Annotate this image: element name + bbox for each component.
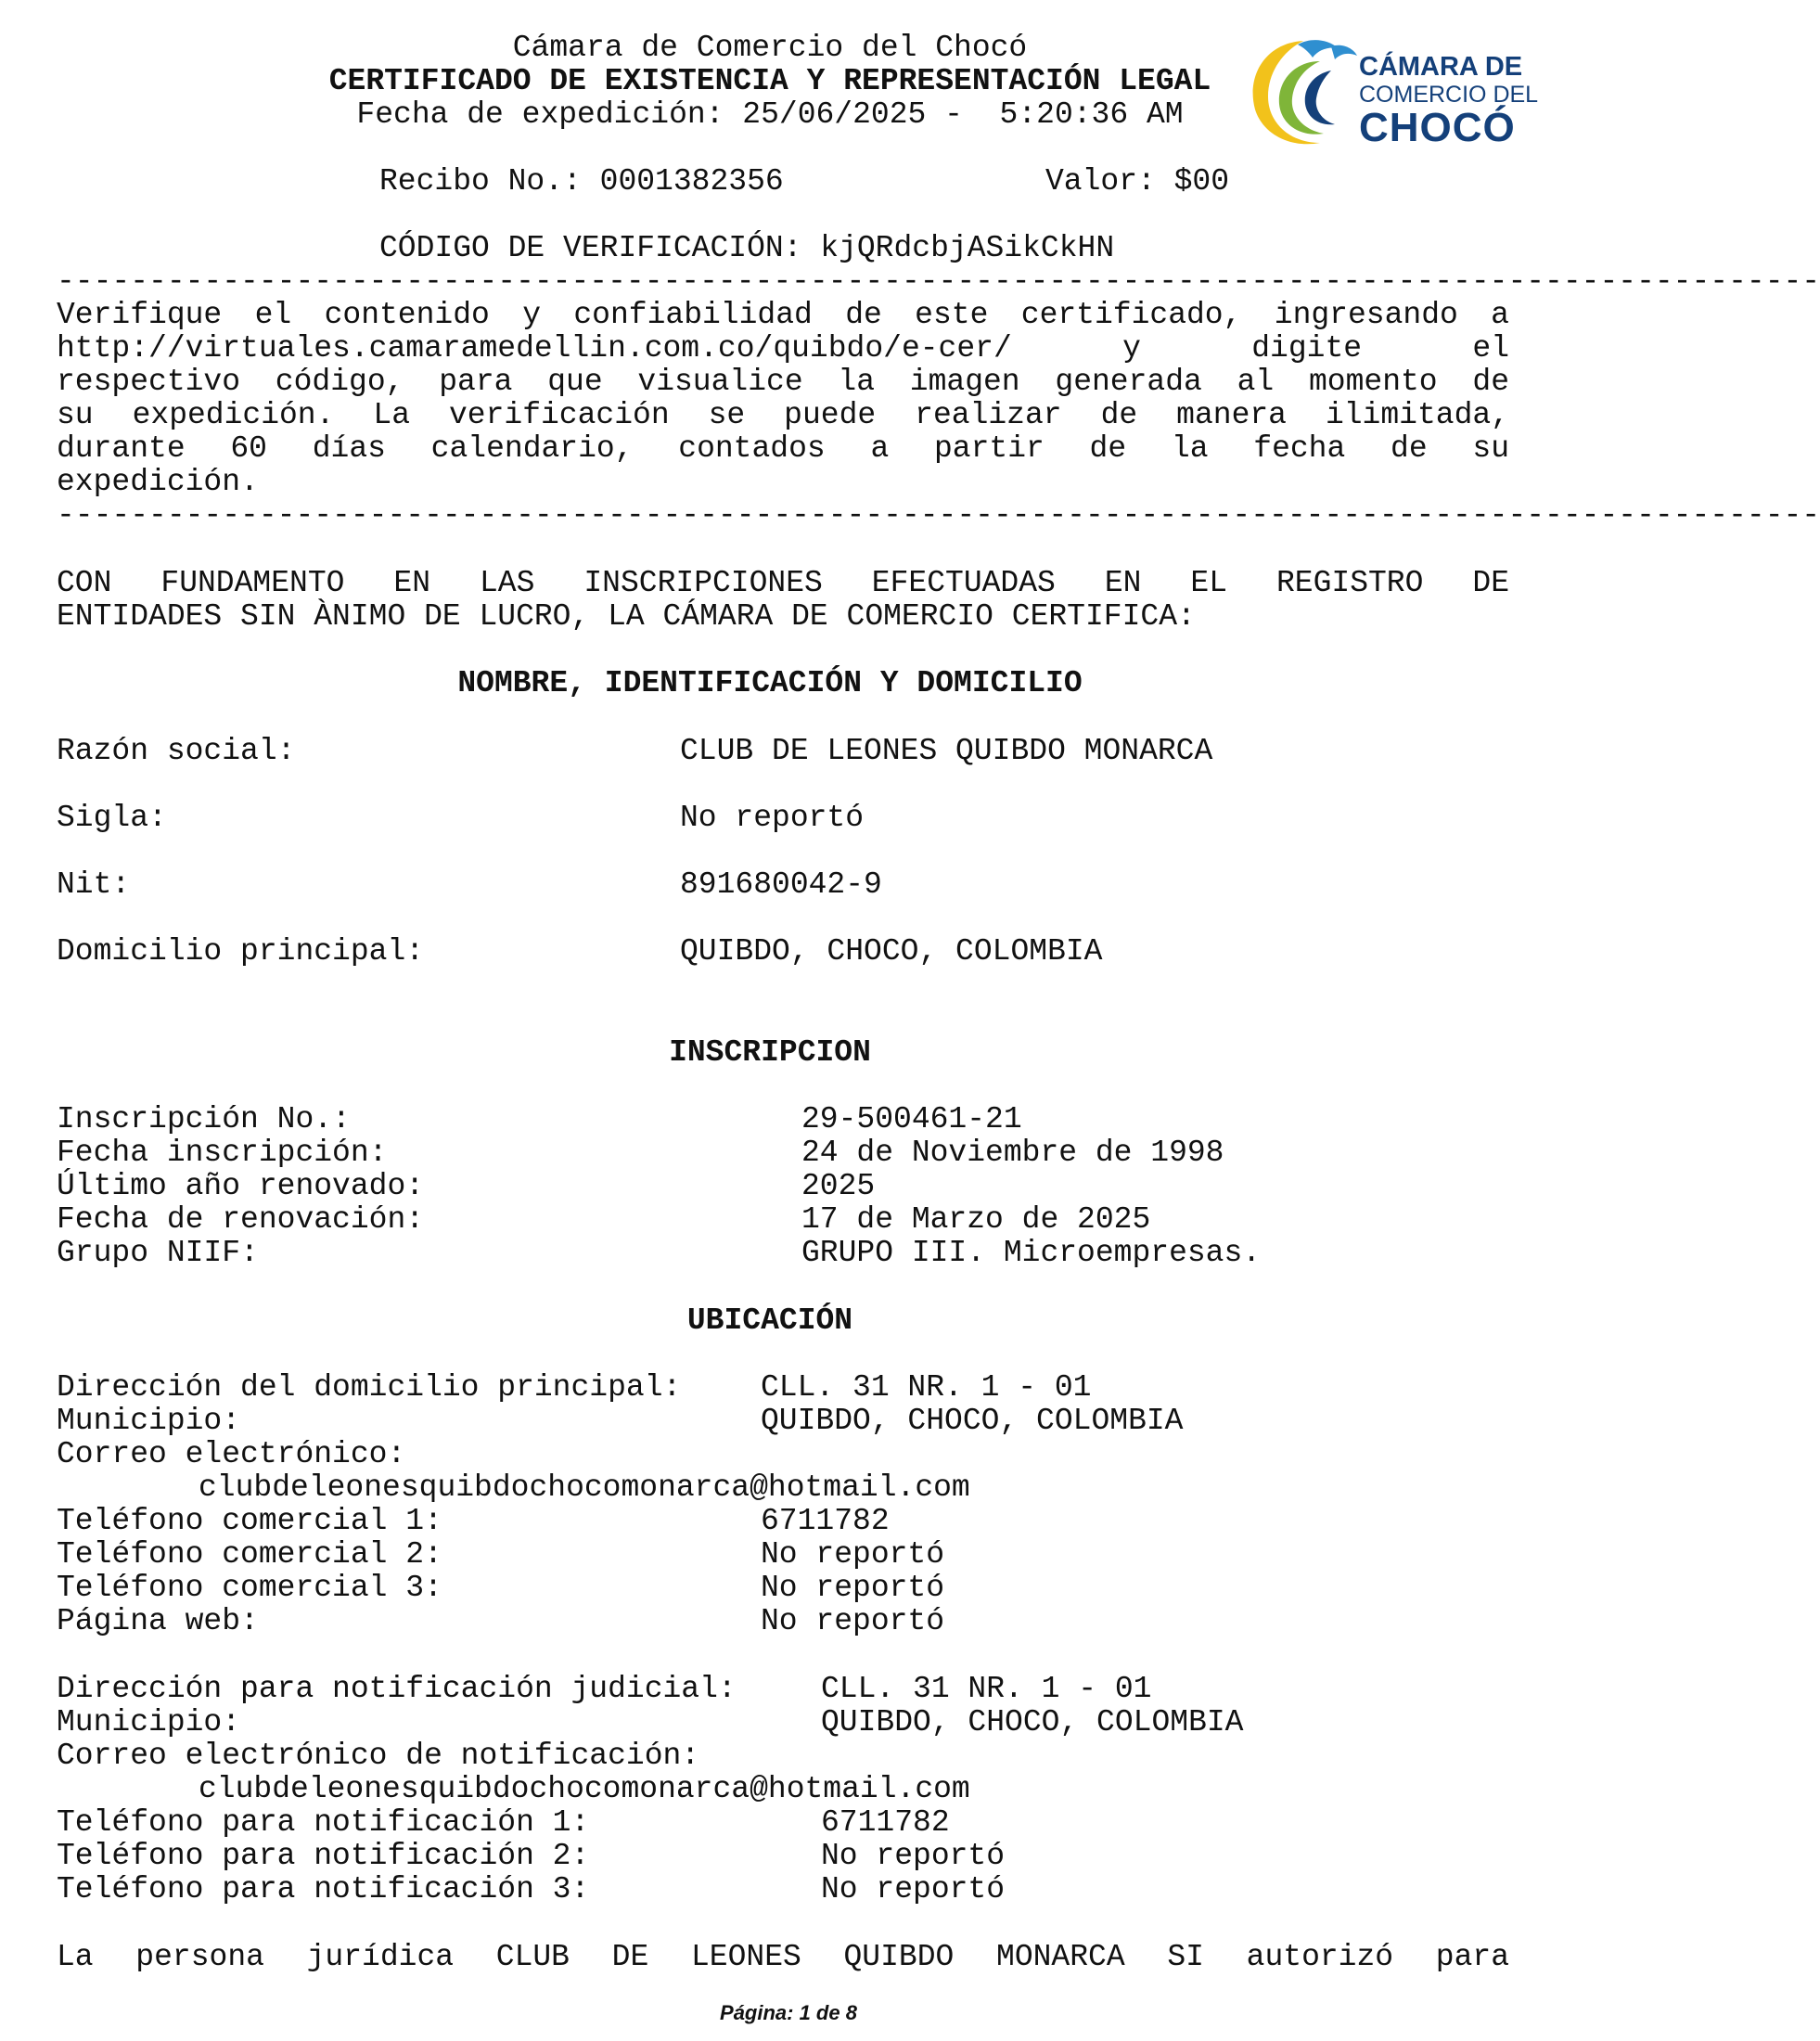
label-main-phone-2: Teléfono comercial 2: bbox=[57, 1537, 442, 1572]
label-fecha-inscripcion: Fecha inscripción: bbox=[57, 1136, 388, 1170]
receipt-number: Recibo No.: 0001382356 bbox=[379, 164, 784, 199]
verification-line-1: Verifique el contenido y confiabilidad de este certificado, ingresando a bbox=[57, 298, 1509, 332]
label-main-phone-3: Teléfono comercial 3: bbox=[57, 1571, 442, 1605]
label-grupo-niif: Grupo NIIF: bbox=[57, 1236, 259, 1270]
verification-line-2: http://virtuales.camaramedellin.com.co/quibdo/e-cer/ y digite el bbox=[57, 331, 1509, 366]
closing-line: La persona jurídica CLUB DE LEONES QUIBDO MONARCA SI autorizó para bbox=[57, 1940, 1509, 1974]
label-judicial-municipality: Municipio: bbox=[57, 1705, 241, 1739]
verification-line-3: respectivo código, para que visualice la imagen generada al momento de bbox=[57, 365, 1509, 399]
label-sigla: Sigla: bbox=[57, 801, 167, 835]
value-inscripcion-no: 29-500461-21 bbox=[801, 1102, 1022, 1136]
label-judicial-phone-2: Teléfono para notificación 2: bbox=[57, 1839, 590, 1873]
issue-date: Fecha de expedición: 25/06/2025 - 5:20:36 AM bbox=[356, 97, 1184, 132]
label-domicilio: Domicilio principal: bbox=[57, 934, 425, 969]
label-judicial-email: Correo electrónico de notificación: bbox=[57, 1739, 700, 1773]
receipt-value: Valor: $00 bbox=[1045, 164, 1230, 199]
label-ultimo-ano: Último año renovado: bbox=[57, 1169, 425, 1203]
value-judicial-address: CLL. 31 NR. 1 - 01 bbox=[821, 1672, 1152, 1706]
label-razon-social: Razón social: bbox=[57, 734, 296, 768]
logo-line-2: COMERCIO DEL bbox=[1359, 82, 1539, 108]
verification-line-4: su expedición. La verificación se puede realizar de manera ilimitada, bbox=[57, 398, 1509, 432]
value-domicilio: QUIBDO, CHOCO, COLOMBIA bbox=[680, 934, 1103, 969]
logo-line-1: CÁMARA DE bbox=[1359, 52, 1523, 82]
value-fecha-inscripcion: 24 de Noviembre de 1998 bbox=[801, 1136, 1224, 1170]
value-razon-social: CLUB DE LEONES QUIBDO MONARCA bbox=[680, 734, 1213, 768]
label-main-municipality: Municipio: bbox=[57, 1404, 241, 1438]
chamber-name: Cámara de Comercio del Chocó bbox=[512, 31, 1028, 65]
label-main-address: Dirección del domicilio principal: bbox=[57, 1370, 682, 1405]
dashed-divider-top: ------------------------------------------------------------------------------------------------ bbox=[57, 264, 1820, 299]
value-fecha-renovacion: 17 de Marzo de 2025 bbox=[801, 1202, 1151, 1237]
label-inscripcion-no: Inscripción No.: bbox=[57, 1102, 351, 1136]
value-main-address: CLL. 31 NR. 1 - 01 bbox=[761, 1370, 1092, 1405]
value-judicial-phone-2: No reportó bbox=[821, 1839, 1006, 1873]
value-nit: 891680042-9 bbox=[680, 867, 882, 902]
value-judicial-email: clubdeleonesquibdochocomonarca@hotmail.com bbox=[199, 1772, 970, 1806]
verification-line-6: expedición. bbox=[57, 465, 259, 499]
label-main-web: Página web: bbox=[57, 1604, 259, 1638]
value-main-phone-1: 6711782 bbox=[761, 1504, 890, 1538]
label-main-email: Correo electrónico: bbox=[57, 1437, 406, 1471]
document-title: CERTIFICADO DE EXISTENCIA Y REPRESENTACIÓN LEGAL bbox=[328, 64, 1211, 98]
foundation-line-1: CON FUNDAMENTO EN LAS INSCRIPCIONES EFECTUADAS EN EL REGISTRO DE bbox=[57, 566, 1509, 600]
logo-line-3: CHOCÓ bbox=[1359, 105, 1516, 150]
value-main-municipality: QUIBDO, CHOCO, COLOMBIA bbox=[761, 1404, 1184, 1438]
value-main-phone-2: No reportó bbox=[761, 1537, 945, 1572]
label-main-phone-1: Teléfono comercial 1: bbox=[57, 1504, 442, 1538]
value-ultimo-ano: 2025 bbox=[801, 1169, 876, 1203]
value-main-web: No reportó bbox=[761, 1604, 945, 1638]
dashed-divider-bottom: ------------------------------------------------------------------------------------------------ bbox=[57, 498, 1820, 533]
label-fecha-renovacion: Fecha de renovación: bbox=[57, 1202, 425, 1237]
label-nit: Nit: bbox=[57, 867, 131, 902]
page-number: Página: 1 de 8 bbox=[720, 2001, 857, 2024]
label-judicial-phone-1: Teléfono para notificación 1: bbox=[57, 1805, 590, 1840]
verification-code: CÓDIGO DE VERIFICACIÓN: kjQRdcbjASikCkHN bbox=[379, 231, 1115, 265]
value-main-email: clubdeleonesquibdochocomonarca@hotmail.com bbox=[199, 1470, 970, 1505]
value-sigla: No reportó bbox=[680, 801, 865, 835]
foundation-line-2: ENTIDADES SIN ÀNIMO DE LUCRO, LA CÁMARA DE COMERCIO CERTIFICA: bbox=[57, 599, 1196, 634]
verification-line-5: durante 60 días calendario, contados a partir de la fecha de su bbox=[57, 431, 1509, 466]
identification-heading: NOMBRE, IDENTIFICACIÓN Y DOMICILIO bbox=[457, 666, 1083, 700]
value-main-phone-3: No reportó bbox=[761, 1571, 945, 1605]
value-judicial-municipality: QUIBDO, CHOCO, COLOMBIA bbox=[821, 1705, 1244, 1739]
value-judicial-phone-1: 6711782 bbox=[821, 1805, 950, 1840]
value-judicial-phone-3: No reportó bbox=[821, 1872, 1006, 1906]
inscription-heading: INSCRIPCION bbox=[669, 1035, 871, 1070]
label-judicial-phone-3: Teléfono para notificación 3: bbox=[57, 1872, 590, 1906]
value-grupo-niif: GRUPO III. Microempresas. bbox=[801, 1236, 1262, 1270]
location-heading: UBICACIÓN bbox=[686, 1303, 853, 1338]
label-judicial-address: Dirección para notificación judicial: bbox=[57, 1672, 737, 1706]
